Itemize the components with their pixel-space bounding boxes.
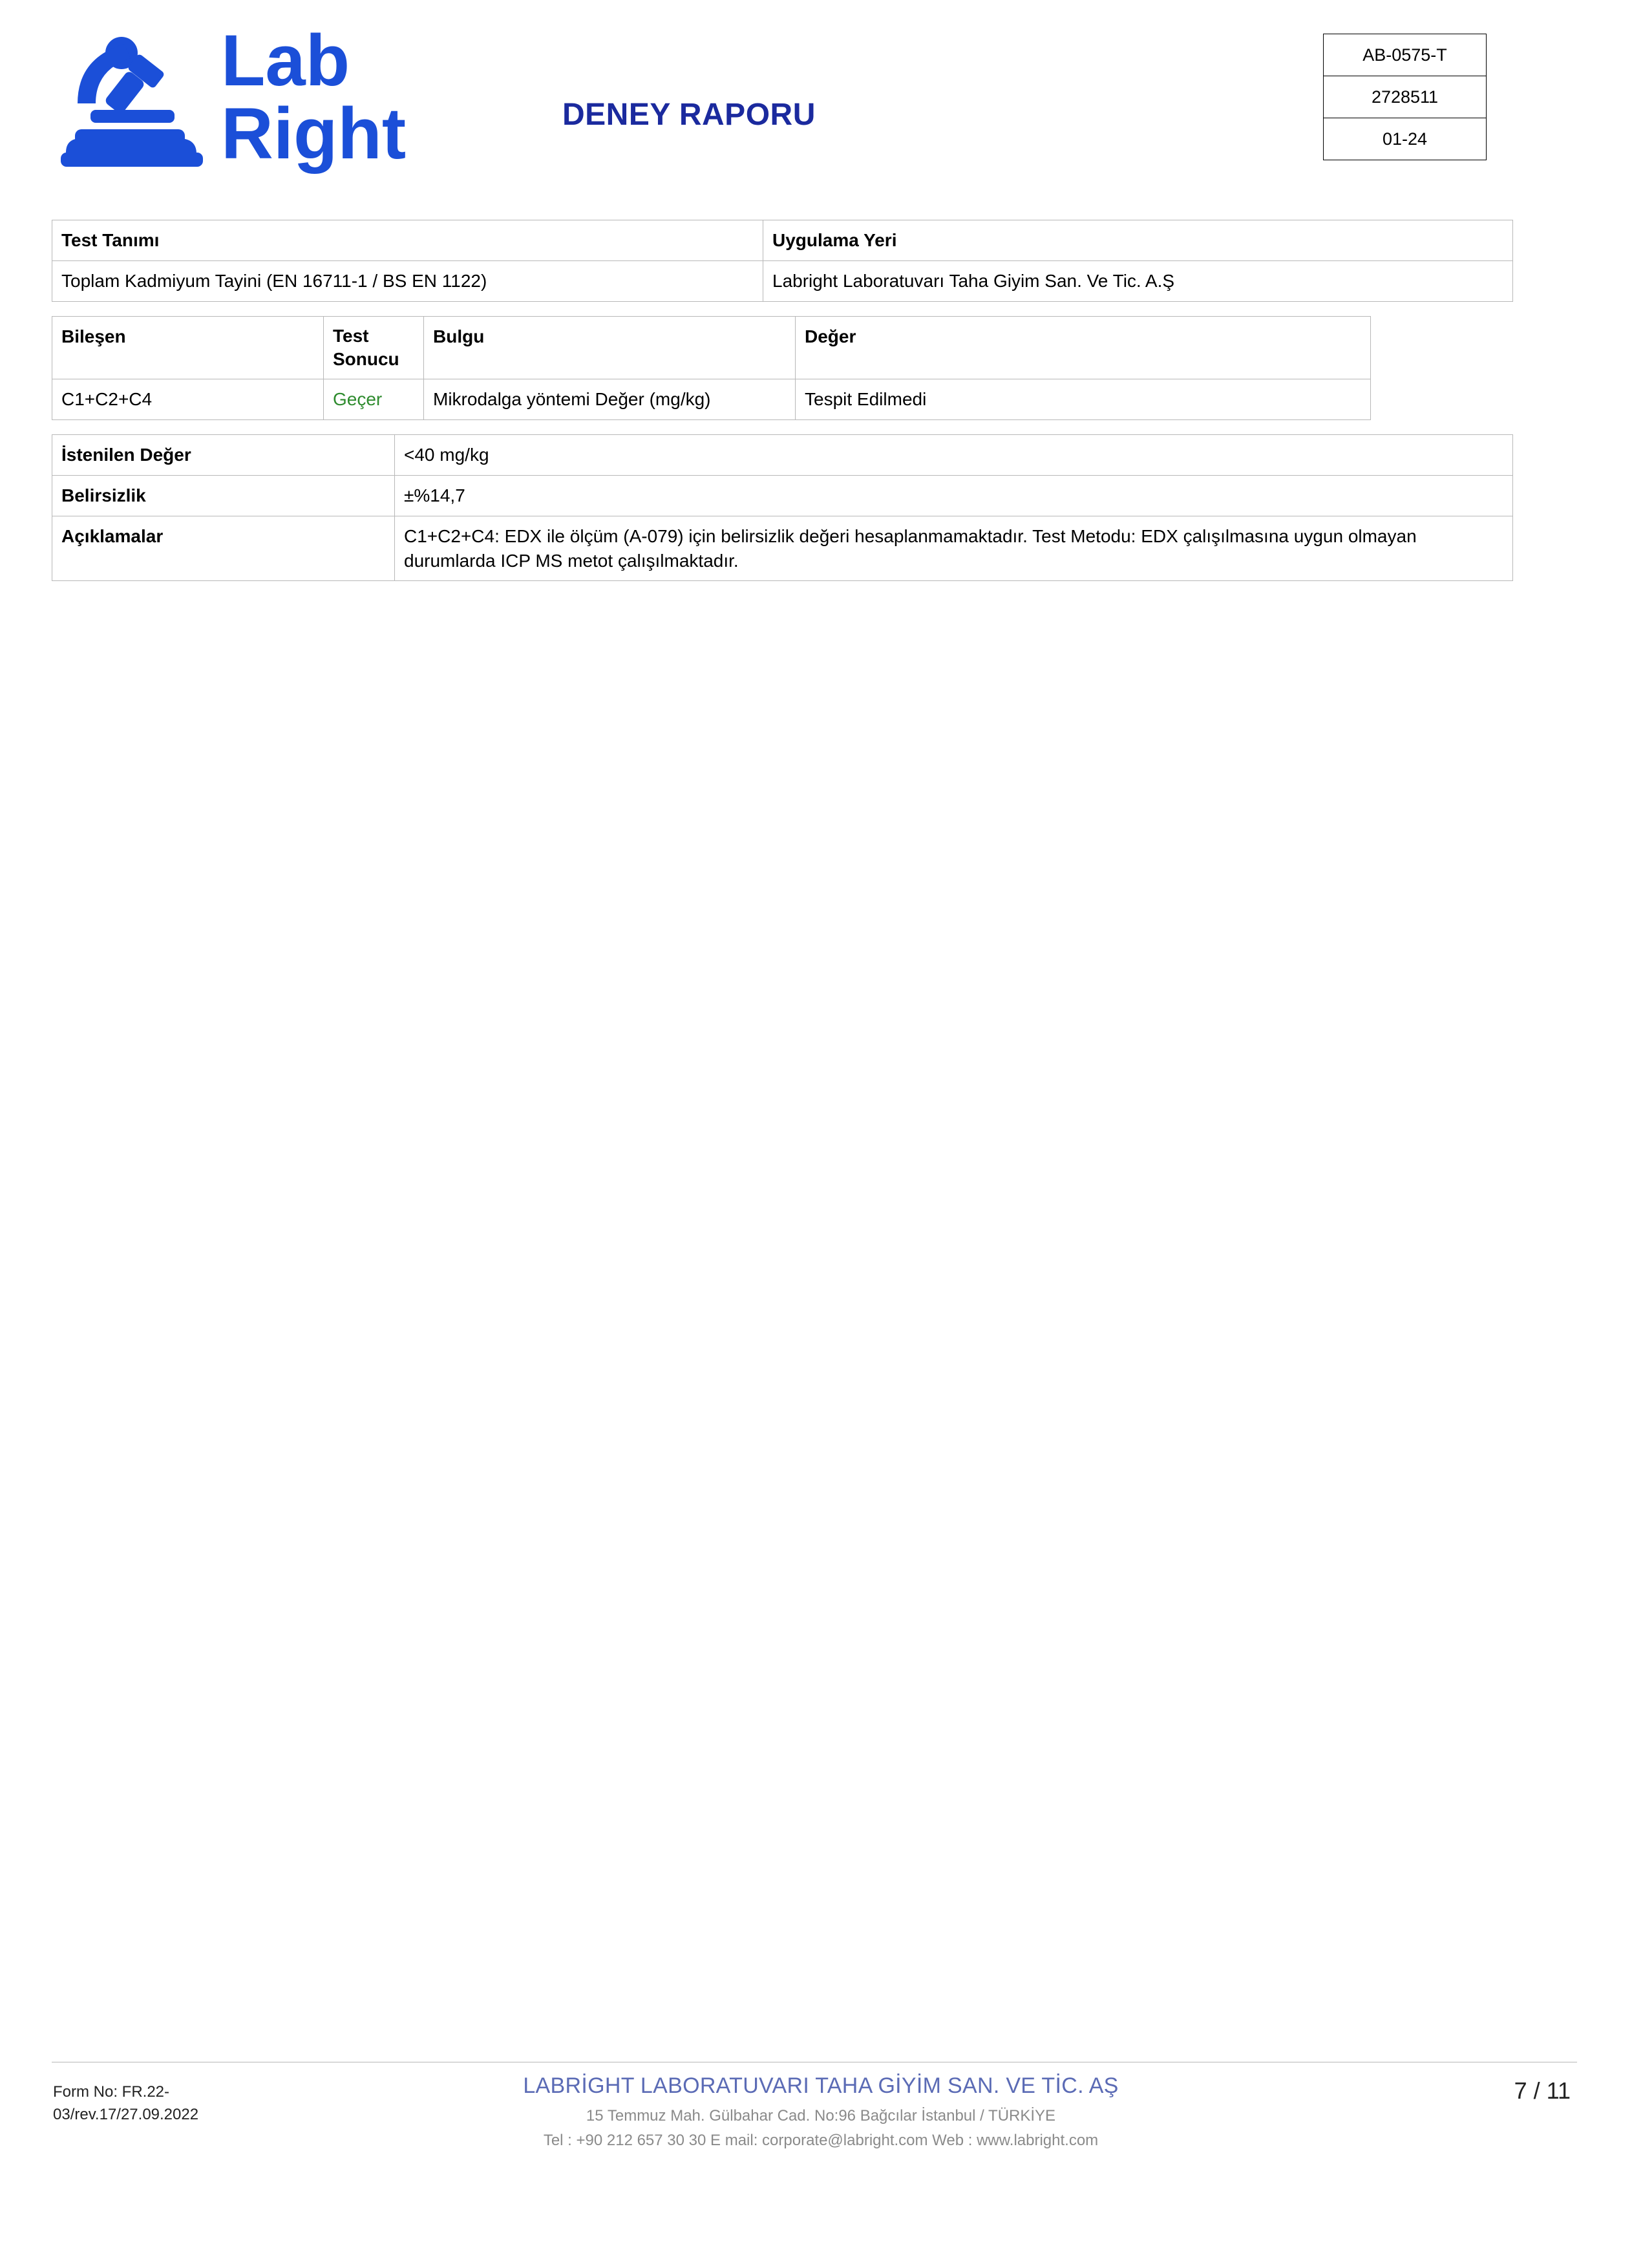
test-result-table xyxy=(52,316,1371,421)
table-row xyxy=(52,435,1513,476)
label-uncertainty: Belirsizlik xyxy=(52,475,395,516)
cell-component: C1+C2+C4 xyxy=(52,379,324,420)
cell-finding: Mikrodalga yöntemi Değer (mg/kg) xyxy=(424,379,796,420)
footer-contact: Tel : +90 212 657 30 30 E mail: corporate@labright.com Web : www.labright.com xyxy=(543,2132,1099,2150)
col-header-finding: Bulgu xyxy=(424,316,796,379)
table-row xyxy=(52,475,1513,516)
table-header-row xyxy=(52,316,1371,379)
report-footer xyxy=(0,2062,1632,2256)
report-code-table xyxy=(1323,34,1487,160)
code-row xyxy=(1324,76,1487,118)
test-definition-value: Toplam Kadmiyum Tayini (EN 16711-1 / BS EN 1122) xyxy=(52,260,763,301)
table-row xyxy=(52,379,1371,420)
label-required-value: İstenilen Değer xyxy=(52,435,395,476)
table-row xyxy=(52,516,1513,581)
spacer xyxy=(52,302,1512,316)
application-place-header: Uygulama Yeri xyxy=(763,220,1513,261)
page-title: DENEY RAPORU xyxy=(562,98,816,132)
test-definition-header: Test Tanımı xyxy=(52,220,763,261)
table-row xyxy=(52,220,1513,261)
page-number: 7 / 11 xyxy=(1514,2077,1571,2104)
spacer xyxy=(52,420,1512,434)
test-detail-table xyxy=(52,434,1513,581)
form-number: Form No: FR.22-03/rev.17/27.09.2022 xyxy=(53,2083,199,2123)
code-revision: 01-24 xyxy=(1324,118,1487,160)
code-accreditation: AB-0575-T xyxy=(1324,34,1487,76)
labright-logo xyxy=(52,26,459,181)
logo-text-right: Right xyxy=(221,93,407,174)
value-required-value: <40 mg/kg xyxy=(395,435,1513,476)
footer-company-block xyxy=(401,2073,1241,2154)
value-notes: C1+C2+C4: EDX ile ölçüm (A-079) için belirsizlik değeri hesaplanmamaktadır. Test Metodu: EDX çalışılmasına uygun olmayan durumlarda ICP MS metot çalışılmaktadır. xyxy=(395,516,1513,581)
label-notes: Açıklamalar xyxy=(52,516,395,581)
code-row xyxy=(1324,118,1487,160)
cell-value: Tespit Edilmedi xyxy=(796,379,1371,420)
application-place-value: Labright Laboratuvarı Taha Giyim San. Ve Tic. A.Ş xyxy=(763,260,1513,301)
report-body xyxy=(52,220,1512,581)
value-uncertainty: ±%14,7 xyxy=(395,475,1513,516)
col-header-result: Test Sonucu xyxy=(324,316,424,379)
status-badge-pass: Geçer xyxy=(324,379,424,420)
col-header-value: Değer xyxy=(796,316,1371,379)
table-row xyxy=(52,260,1513,301)
code-row xyxy=(1324,34,1487,76)
col-header-component: Bileşen xyxy=(52,316,324,379)
report-header xyxy=(52,19,1500,207)
test-info-table xyxy=(52,220,1513,302)
footer-company-name: LABRİGHT LABORATUVARI TAHA GİYİM SAN. VE TİC. AŞ xyxy=(523,2073,1119,2098)
logo-text-lab: Lab xyxy=(221,26,350,101)
microscope-icon xyxy=(52,26,452,175)
footer-address: 15 Temmuz Mah. Gülbahar Cad. No:96 Bağcılar İstanbul / TÜRKİYE xyxy=(586,2107,1056,2125)
code-report-number: 2728511 xyxy=(1324,76,1487,118)
